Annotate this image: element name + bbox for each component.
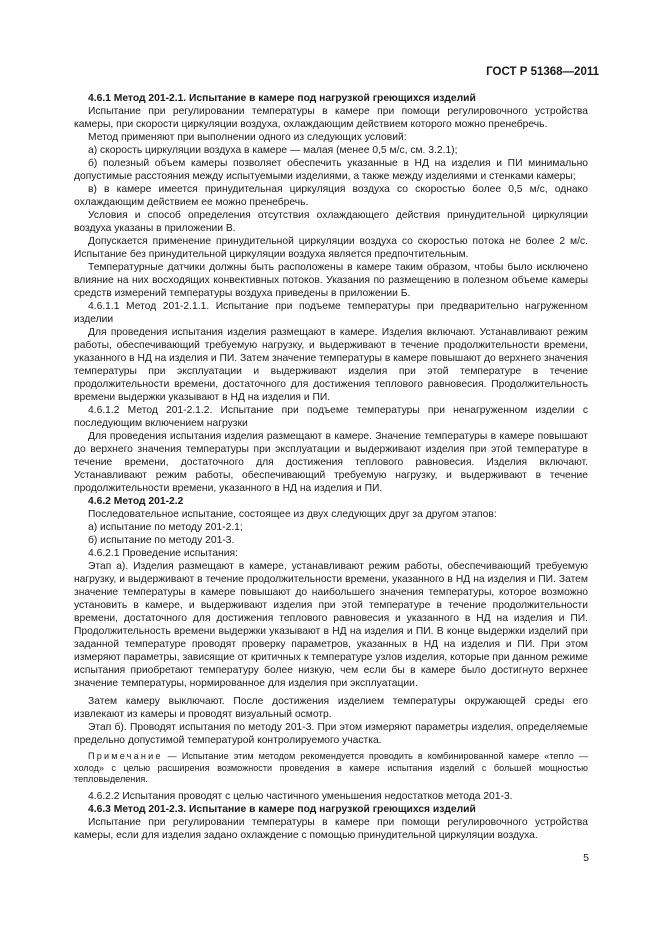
paragraph: 4.6.2.2 Испытания проводят с целью частичного уменьшения недостатков метода 201-3. (88, 790, 513, 802)
paragraph: Испытание при регулировании температуры в камере при помощи регулировочного устройства камеры, при скорости циркуляции воздуха, охлаждающим действием которого можно пренебречь. (74, 106, 588, 130)
paragraph: Затем камеру выключают. После достижения изделием температуры окружающей среды его извлекают из камеры и проводят визуальный осмотр. (74, 696, 588, 720)
paragraph: Испытание при регулировании температуры в камере при помощи регулировочного устройства камеры, если для изделия задано охлаждение с помощью принудительной циркуляции воздуха. (74, 816, 588, 841)
paragraph: Температурные датчики должны быть расположены в камере таким образом, чтобы было исключено влияние на них восходящих конвективных потоков. Указания по размещению в полезном объеме камеры средств измерений температуры воздуха приведены в приложении Б. (74, 262, 588, 299)
paragraph: Последовательное испытание, состоящее из двух следующих друг за другом этапов: (88, 509, 497, 520)
subsection-heading: 4.6.1.2 Метод 201-2.1.2. Испытание при подъеме температуры при ненагруженном изделии с последующим включением нагрузки (74, 405, 588, 429)
note-label: Примечание (88, 751, 163, 761)
list-item: б) полезный объем камеры позволяет обеспечить указанные в НД на изделия и ПИ минимально допустимые расстояния между испытуемыми изделиями, а также между изделиями и стенками камеры; (74, 158, 588, 182)
note: Примечание — Испытание этим методом рекомендуется проводить в комбинированной камере «тепло — холод» с целью расширения возможности проведения в камере испытания изделий с большей мощностью тепловыделения. (74, 751, 588, 785)
document-id: ГОСТ Р 51368—2011 (486, 66, 599, 78)
list-item: в) в камере имеется принудительная циркуляция воздуха со скоростью более 0,5 м/с, однако охлаждающим действием ее можно пренебречь. (74, 184, 588, 208)
page-number: 5 (583, 852, 589, 864)
list-item: а) испытание по методу 201-2.1; (88, 522, 243, 533)
paragraph: Для проведения испытания изделия размещают в камере. Изделия включают. Устанавливают режим работы, обеспечивающий требуемую нагрузку, и выдерживают в течение продолжительности времени, указанного в НД на изделия и ПИ. Затем значение температуры в камере повышают до верхнего значения температуры при эксплуатации и выдерживают изделия при этой температуре в течение продолжительности времени, достаточного для достижения теплового равновесия. Продолжительность времени выдержки указывают в НД на изделия и ПИ. (74, 327, 588, 403)
document-body (74, 92, 588, 842)
paragraph: Метод применяют при выполнении одного из следующих условий: (88, 132, 407, 143)
list-item: а) скорость циркуляции воздуха в камере — малая (менее 0,5 м/с, см. 3.2.1); (88, 145, 458, 156)
subsection-heading: 4.6.2.1 Проведение испытания: (88, 548, 238, 559)
section-heading: 4.6.3 Метод 201-2.3. Испытание в камере под нагрузкой греющихся изделий (88, 803, 476, 815)
paragraph: Этап б). Проводят испытания по методу 201-3. При этом измеряют параметры изделия, определяемые предельно допустимой температурой контролируемого участка. (74, 722, 588, 746)
section-heading: 4.6.2 Метод 201-2.2 (88, 496, 184, 507)
paragraph: Для проведения испытания изделия размещают в камере. Значение температуры в камере повышают до верхнего значения температуры при эксплуатации и выдерживают изделия при этой температуре в течение времени, достаточного для достижения теплового равновесия. Изделия включают. Устанавливают режим работы, обеспечивающий требуемую нагрузку, и выдерживают в течение продолжительности времени, указанного в НД на изделия и ПИ. (74, 431, 588, 494)
section-heading: 4.6.1 Метод 201-2.1. Испытание в камере под нагрузкой греющихся изделий (88, 93, 476, 104)
paragraph: Условия и способ определения отсутствия охлаждающего действия принудительной циркуляции воздуха указаны в приложении В. (74, 210, 588, 234)
list-item: б) испытание по методу 201-3. (88, 535, 235, 546)
paragraph: Этап а). Изделия размещают в камере, устанавливают режим работы, обеспечивающий требуемую нагрузку, и выдерживают в течение продолжительности времени, указанного в НД на изделия и ПИ. Затем значение температуры в камере повышают до наибольшего значения температуры, которое возможно установить в камере, и выдерживают изделия при этой температуре в течение продолжительности времени, достаточного для достижения теплового равновесия и указанного в НД на изделия и ПИ. Продолжительность времени выдержки указывают в НД на изделия и ПИ. В конце выдержки изделий при заданной температуре проводят проверку параметров, указанных в НД на изделия и ПИ. При этом измеряют параметры, зависящие от критичных к температуре узлов изделия, которые при данном режиме испытания приобретают температуру более низкую, чем если бы в камере было достигнуто верхнее значение температуры, нормированное для изделия при эксплуатации. (74, 561, 588, 689)
paragraph: Допускается применение принудительной циркуляции воздуха со скоростью потока не более 2 м/с. Испытание без принудительной циркуляции воздуха является предпочтительным. (74, 236, 588, 260)
subsection-heading: 4.6.1.1 Метод 201-2.1.1. Испытание при подъеме температуры при предварительно нагруженном изделии (74, 301, 588, 325)
